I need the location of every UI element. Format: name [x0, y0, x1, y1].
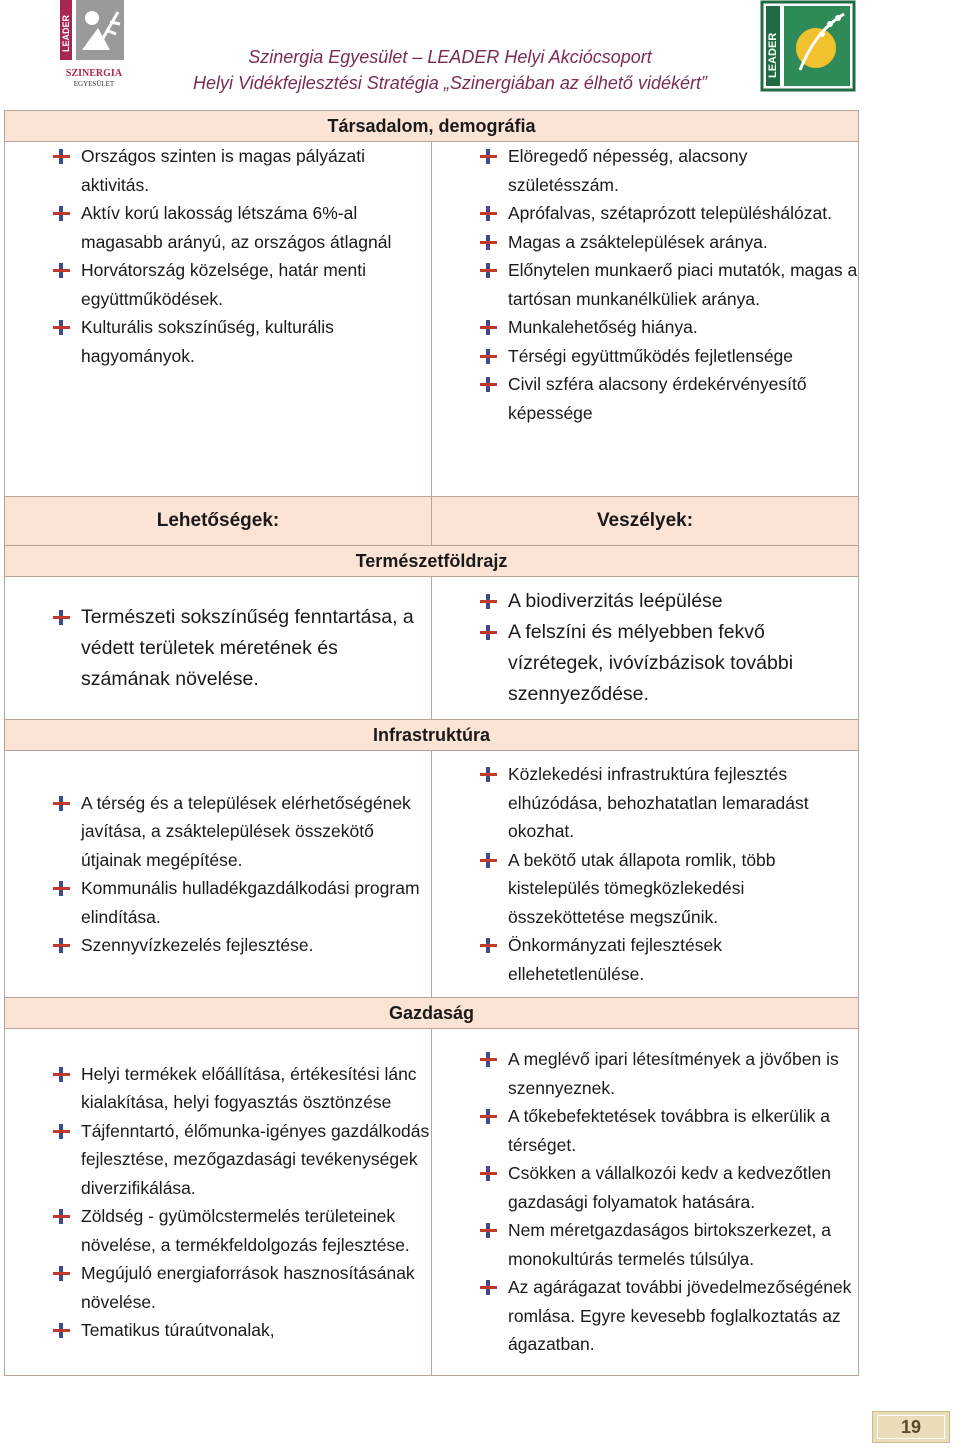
- opportunities-cell: [5, 751, 432, 998]
- threats-heading: Veszélyek:: [432, 497, 859, 546]
- svg-text:LEADER: LEADER: [767, 32, 779, 78]
- threats-list: [432, 1045, 858, 1359]
- page-number: 19: [872, 1411, 950, 1443]
- list-item: [432, 1159, 858, 1216]
- list-item-text: Közlekedési infrastruktúra fejlesztés elhúzódása, behozhatatlan lemaradást okozhat.: [508, 764, 809, 841]
- list-item-text: Önkormányzati fejlesztések ellehetetlenülése.: [508, 935, 722, 984]
- list-item-text: Előnytelen munkaerő piaci mutatók, magas a tartósan munkanélküliek aránya.: [508, 260, 858, 309]
- list-item-text: Megújuló energiaforrások hasznosításának növelése.: [81, 1263, 415, 1312]
- list-item-text: Nem méretgazdaságos birtokszerkezet, a monokultúrás termelés túlsúlya.: [508, 1220, 831, 1269]
- list-item: [5, 602, 431, 695]
- list-item: [432, 1216, 858, 1273]
- svg-text:EGYESÜLET: EGYESÜLET: [73, 80, 115, 88]
- opportunities-heading: Lehetőségek:: [5, 497, 432, 546]
- list-item-text: Tájfenntartó, élőmunka-igényes gazdálkodás fejlesztése, mezőgazdasági tevékenységek diverzifikálása.: [81, 1120, 430, 1198]
- pin-bullet-icon: [53, 1124, 71, 1139]
- leader-logo-icon: [760, 0, 856, 94]
- opportunities-list: [5, 789, 431, 960]
- list-item: [5, 931, 431, 960]
- threats-list: [432, 760, 858, 988]
- list-item-text: Helyi termékek előállítása, értékesítési lánc kialakítása, helyi fogyasztás ösztönzése: [81, 1063, 417, 1112]
- strengths-cell: [5, 142, 432, 497]
- list-item-text: Kommunális hulladékgazdálkodási program elindítása.: [81, 878, 420, 927]
- list-item-text: Csökken a vállalkozói kedv a kedvezőtlen gazdasági folyamatok hatására.: [508, 1163, 831, 1212]
- pin-bullet-icon: [480, 1223, 498, 1238]
- pin-bullet-icon: [53, 796, 71, 811]
- pin-bullet-icon: [53, 149, 71, 164]
- list-item: [432, 617, 858, 710]
- list-item: [5, 1259, 431, 1316]
- header-title: [170, 44, 730, 96]
- list-item-text: Az agárágazat további jövedelmezőségének romlása. Egyre kevesebb foglalkoztatás az ágazatban.: [508, 1277, 852, 1355]
- pin-bullet-icon: [480, 349, 498, 364]
- pin-bullet-icon: [53, 263, 71, 278]
- list-item: [5, 874, 431, 931]
- list-item-text: A meglévő ipari létesítmények a jövőben is szennyeznek.: [508, 1049, 839, 1098]
- pin-bullet-icon: [480, 594, 498, 609]
- list-item-text: Szennyvízkezelés fejlesztése.: [81, 935, 314, 955]
- pin-bullet-icon: [53, 1209, 71, 1224]
- strengths-list: [5, 142, 431, 370]
- list-item-text: A biodiverzitás leépülése: [508, 590, 723, 612]
- list-item: [432, 1102, 858, 1159]
- svg-text:LEADER: LEADER: [61, 14, 71, 52]
- opportunities-cell: [5, 1029, 432, 1376]
- list-item-text: Aprófalvas, szétaprózott településhálózat.: [508, 203, 832, 223]
- list-item: [432, 313, 858, 342]
- pin-bullet-icon: [480, 938, 498, 953]
- pin-bullet-icon: [53, 938, 71, 953]
- pin-bullet-icon: [480, 853, 498, 868]
- list-item: [5, 256, 431, 313]
- swot-table: [4, 110, 859, 1376]
- opportunities-cell: [5, 577, 432, 720]
- list-item-text: Zöldség - gyümölcstermelés területeinek növelése, a termékfeldolgozás fejlesztése.: [81, 1206, 410, 1255]
- list-item: [432, 256, 858, 313]
- pin-bullet-icon: [480, 767, 498, 782]
- list-item-text: Munkalehetőség hiánya.: [508, 317, 698, 337]
- list-item-text: Természeti sokszínűség fenntartása, a védett területek méretének és számának növelése.: [81, 605, 414, 690]
- list-item-text: Elöregedő népesség, alacsony születésszám.: [508, 146, 748, 195]
- list-item: [5, 1060, 431, 1117]
- list-item: [432, 342, 858, 371]
- threats-list: [432, 586, 858, 710]
- list-item: [432, 931, 858, 988]
- list-item: [432, 760, 858, 846]
- szinergia-logo-icon: [58, 0, 130, 92]
- threats-cell: [432, 577, 859, 720]
- list-item-text: Kulturális sokszínűség, kulturális hagyományok.: [81, 317, 334, 366]
- pin-bullet-icon: [480, 149, 498, 164]
- pin-bullet-icon: [480, 263, 498, 278]
- header-line-2: Helyi Vidékfejlesztési Stratégia „Szinergiában az élhető vidékért”: [193, 73, 707, 93]
- list-item: [432, 142, 858, 199]
- list-item-text: A tőkebefektetések továbbra is elkerülik a térséget.: [508, 1106, 830, 1155]
- pin-bullet-icon: [53, 881, 71, 896]
- list-item-text: Aktív korú lakosság létszáma 6%-al magasabb arányú, az országos átlagnál: [81, 203, 392, 252]
- list-item: [5, 1316, 431, 1345]
- list-item: [5, 1202, 431, 1259]
- list-item-text: Országos szinten is magas pályázati aktivitás.: [81, 146, 366, 195]
- list-item: [432, 846, 858, 932]
- pin-bullet-icon: [480, 1109, 498, 1124]
- weaknesses-cell: [432, 142, 859, 497]
- pin-bullet-icon: [53, 610, 71, 625]
- page-header: [0, 0, 960, 110]
- list-item: [432, 199, 858, 228]
- pin-bullet-icon: [480, 1052, 498, 1067]
- list-item-text: Tematikus túraútvonalak,: [81, 1320, 275, 1340]
- list-item-text: A bekötő utak állapota romlik, több kistelepülés tömegközlekedési összeköttetése megszűnik.: [508, 849, 776, 927]
- pin-bullet-icon: [53, 320, 71, 335]
- list-item: [432, 1045, 858, 1102]
- pin-bullet-icon: [480, 625, 498, 640]
- threats-cell: [432, 1029, 859, 1376]
- section-title: Gazdaság: [5, 998, 859, 1029]
- pin-bullet-icon: [53, 1067, 71, 1082]
- list-item: [432, 228, 858, 257]
- pin-bullet-icon: [480, 320, 498, 335]
- list-item: [5, 789, 431, 875]
- pin-bullet-icon: [480, 235, 498, 250]
- header-line-1: Szinergia Egyesület – LEADER Helyi Akciócsoport: [248, 47, 652, 67]
- opportunities-list: [5, 1060, 431, 1345]
- list-item: [432, 586, 858, 617]
- list-item: [432, 1273, 858, 1359]
- list-item: [432, 370, 858, 427]
- threats-cell: [432, 751, 859, 998]
- pin-bullet-icon: [480, 206, 498, 221]
- list-item-text: Civil szféra alacsony érdekérvényesítő képessége: [508, 374, 807, 423]
- opportunities-list: [5, 602, 431, 695]
- pin-bullet-icon: [480, 1280, 498, 1295]
- pin-bullet-icon: [53, 206, 71, 221]
- list-item: [5, 1117, 431, 1203]
- section-title: Társadalom, demográfia: [5, 111, 859, 142]
- pin-bullet-icon: [53, 1323, 71, 1338]
- list-item: [5, 199, 431, 256]
- section-title: Infrastruktúra: [5, 720, 859, 751]
- weaknesses-list: [432, 142, 858, 427]
- list-item-text: A térség és a települések elérhetőségének javítása, a zsáktelepülések összekötő útjainak megépítése.: [81, 792, 411, 870]
- section-title: Természetföldrajz: [5, 546, 859, 577]
- list-item-text: A felszíni és mélyebben fekvő vízrétegek, ivóvízbázisok további szennyeződése.: [508, 621, 794, 705]
- list-item: [5, 142, 431, 199]
- list-item-text: Horvátország közelsége, határ menti együttműködések.: [81, 260, 366, 309]
- list-item-text: Térségi együttműködés fejletlensége: [508, 345, 794, 366]
- svg-text:SZINERGIA: SZINERGIA: [65, 68, 123, 79]
- pin-bullet-icon: [480, 1166, 498, 1181]
- list-item: [5, 313, 431, 370]
- list-item-text: Magas a zsáktelepülések aránya.: [508, 231, 768, 252]
- pin-bullet-icon: [53, 1266, 71, 1281]
- pin-bullet-icon: [480, 377, 498, 392]
